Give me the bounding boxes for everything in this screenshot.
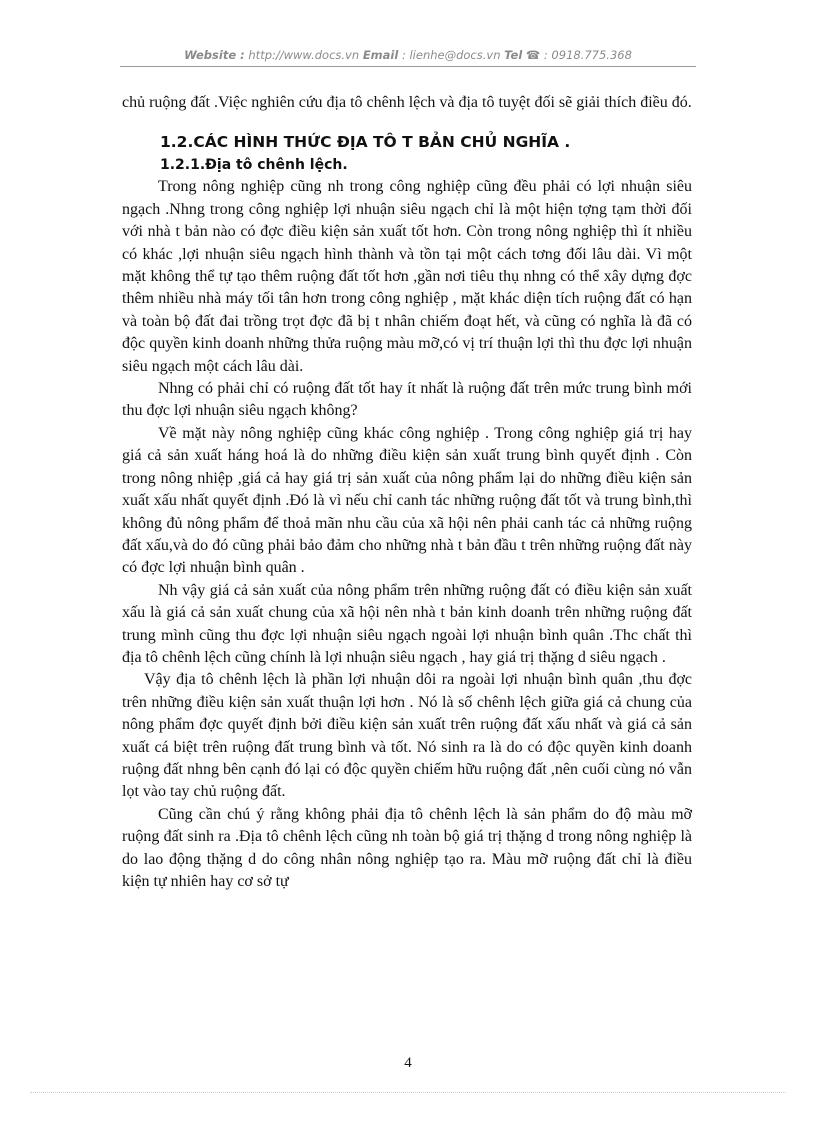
paragraph-4: Nh vậy giá cả sản xuất của nông phẩm trên những ruộng đất có điều kiện sản xuất xấu là giá cả sản xuất chung của xã hội nên nhà t bản kinh doanh trên những ruộng đất trung mình cũng thu đợc lợi nhuận siêu ngạch ngoài lợi nhuận bình quân .Thc chất thì địa tô chênh lệch cũng chính là lợi nhuận siêu ngạch , hay giá trị thặng d siêu ngạch . [122, 581, 692, 666]
website-label: Website : [184, 48, 245, 62]
intro-paragraph: chủ ruộng đất .Việc nghiên cứu địa tô chênh lệch và địa tô tuyệt đối sẽ giải thích điều đó. [122, 94, 692, 111]
paragraph-2: Nhng có phải chỉ có ruộng đất tốt hay ít nhất là ruộng đất trên mức trung bình mới thu đợc lợi nhuận siêu ngạch không? [122, 380, 692, 420]
paragraph-6: Cũng cần chú ý rằng không phải địa tô chênh lệch là sản phẩm do độ màu mỡ ruộng đất sinh ra .Địa tô chênh lệch cũng nh toàn bộ giá trị thặng d trong nông nghiệp là do lao động thặng d do công nhân nông nghiệp tạo ra. Màu mỡ ruộng đất chỉ là điều kiện tự nhiên hay cơ sở tự [122, 805, 692, 890]
email-value: : lienhe@docs.vn [398, 48, 505, 62]
website-url: http://www.docs.vn [244, 48, 363, 62]
paragraph-5: Vậy địa tô chênh lệch là phần lợi nhuận dôi ra ngoài lợi nhuận bình quân ,thu đợc trên những điều kiện sản xuất thuận lợi hơn . Nó là số chênh lệch giữa giá cả chung của nông phẩm đợc quyết định bởi điều kiện sản xuất trên ruộng đất xấu nhất và giá cả sản xuất cá biệt trên ruộng đất trung bình và tốt. Nó sinh ra là do có độc quyền kinh doanh ruộng đất nhng bên cạnh đó lại có độc quyền chiếm hữu ruộng đất ,nên cuối cùng nó vẫn lọt vào tay chủ ruộng đất. [122, 671, 692, 801]
tel-value: : 0918.775.368 [540, 48, 632, 62]
section-heading: 1.2.CÁC HÌNH THỨC ĐỊA TÔ T BẢN CHỦ NGHĨA . [160, 133, 571, 152]
page-content [122, 92, 692, 893]
paragraph-3: Về mặt này nông nghiệp cũng khác công nghiệp . Trong công nghiệp giá trị hay giá cả sản xuất háng hoá là do những điều kiện sản xuất trung bình quyết định . Còn trong nông nhiệp ,giá cả hay giá trị sản xuất của nông phẩm lại do những điều kiện sản xuất xấu nhất quyết định .Đó là vì nếu chỉ canh tác những ruộng đất tốt và trung bình,thì không đủ nông phẩm để thoả mãn nhu cầu của xã hội nên phải canh tác cả những ruộng đất xấu,và do đó cũng phải bảo đảm cho những nhà t bản đầu t trên những ruộng đất này có đợc lợi nhuận bình quân . [122, 424, 692, 577]
page-header [120, 48, 696, 62]
subsection-heading: 1.2.1.Địa tô chênh lệch. [160, 157, 348, 174]
bottom-divider [30, 1092, 786, 1093]
phone-icon: ☎ [525, 48, 541, 62]
page-number: 4 [404, 1055, 412, 1071]
paragraph-1: Trong nông nghiệp cũng nh trong công nghiệp cũng đều phải có lợi nhuận siêu ngạch .Nhng trong công nghiệp lợi nhuận siêu ngạch chỉ là một hiện tợng tạm thời đối với nhà t bản nào có đợc điều kiện sản xuất tốt hơn. Còn trong nông nghiệp thì ít nhiều có khác ,lợi nhuận siêu ngạch hình thành và tồn tại một cách tơng đối lâu dài. Vì một mặt không thể tự tạo thêm ruộng đất tốt hơn ,gần nơi tiêu thụ nhng có thể xây dựng đợc thêm nhiều nhà máy tối tân hơn trong công nghiệp , mặt khác diện tích ruộng đất có hạn và toàn bộ đất đai trồng trọt đợc đã bị t nhân chiếm đoạt hết, và cũng có nghĩa là đã có độc quyền kinh doanh những thửa ruộng màu mỡ,có vị trí thuận lợi thì thu đợc lợi nhuận siêu ngạch một cách lâu dài. [122, 178, 692, 375]
email-label: Email [362, 48, 399, 62]
header-divider [120, 66, 696, 67]
tel-label: Tel [504, 48, 523, 62]
